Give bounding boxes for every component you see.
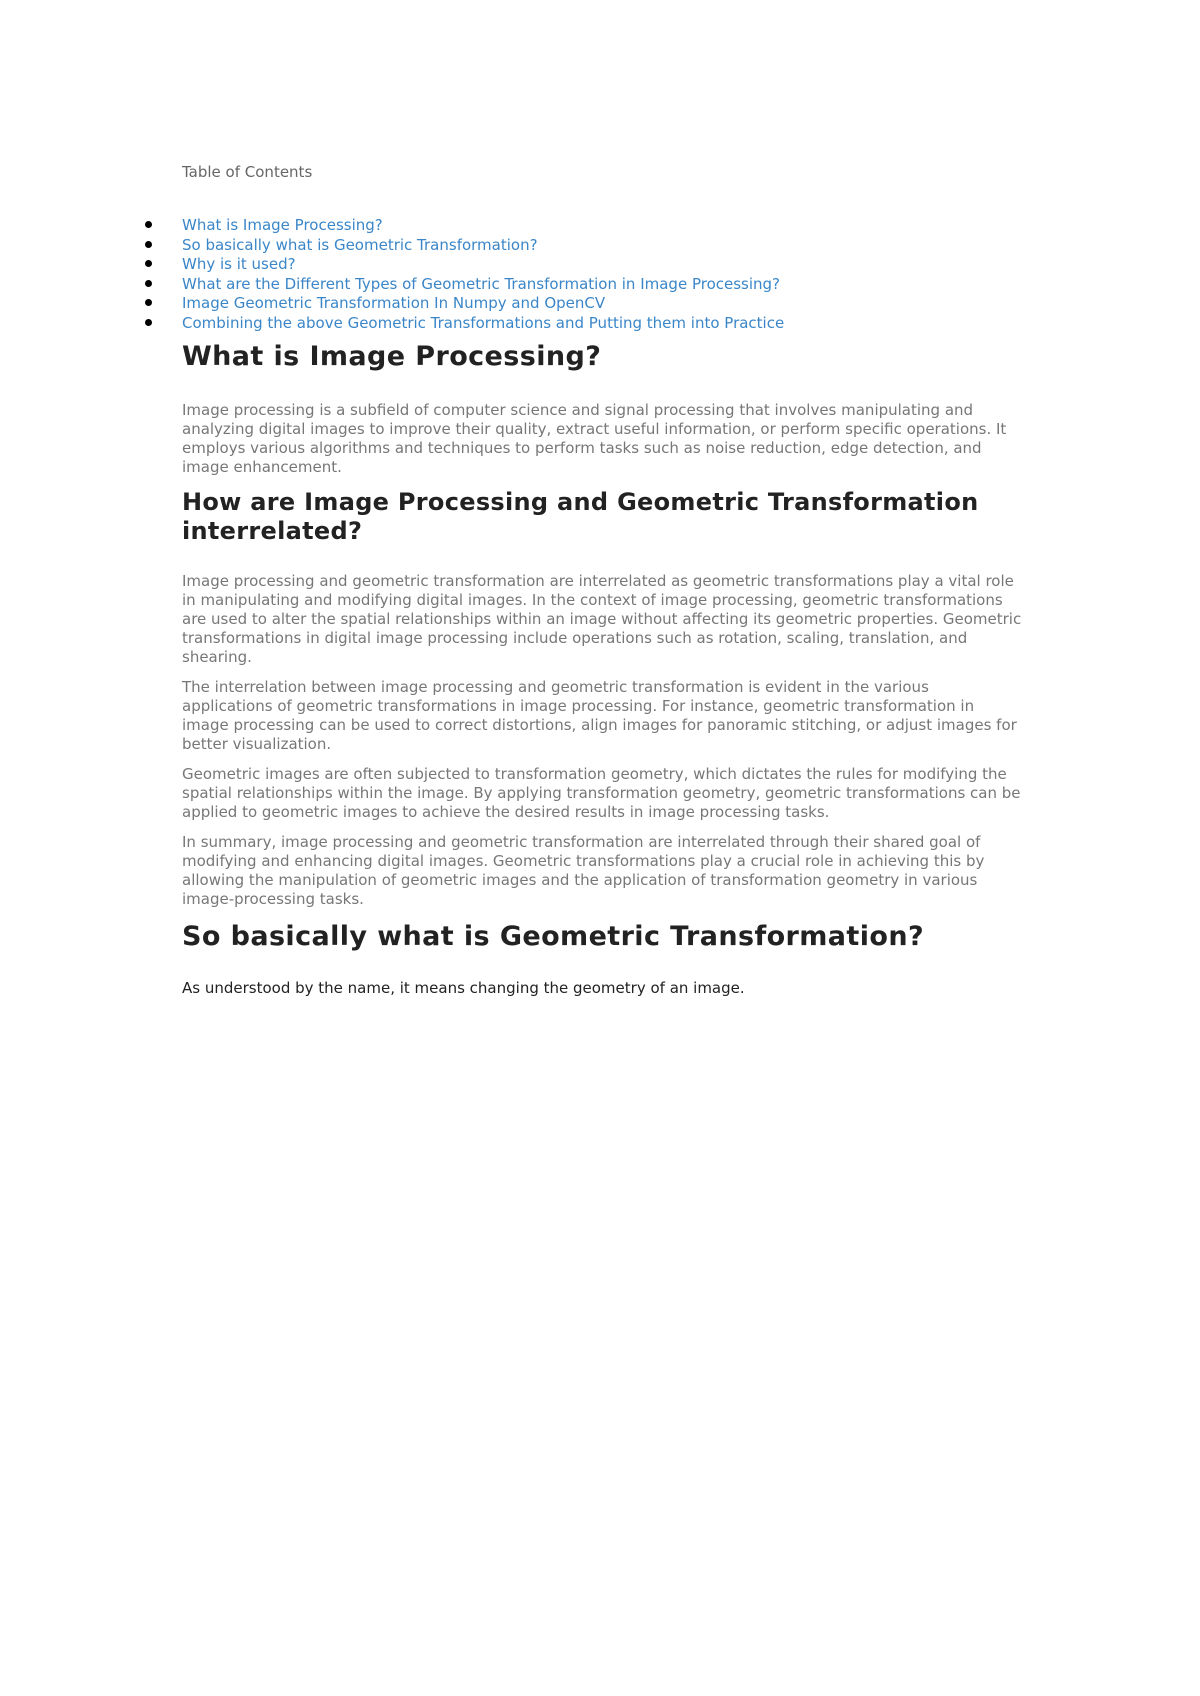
bullet-icon [145, 260, 152, 267]
toc-title: Table of Contents [182, 163, 313, 181]
bullet-icon [145, 241, 152, 248]
section-heading-image-processing: What is Image Processing? [182, 341, 602, 372]
toc-link-types[interactable]: What are the Different Types of Geometric Transformation in Image Processing? [182, 274, 781, 293]
toc-link-numpy-opencv[interactable]: Image Geometric Transformation In Numpy and OpenCV [182, 294, 606, 312]
toc-item [182, 255, 1022, 275]
paragraph-geometric-transformation: As understood by the name, it means changing the geometry of an image. [182, 979, 745, 997]
toc-item [182, 314, 1022, 334]
paragraph-interrelated-4: In summary, image processing and geometric transformation are interrelated through their shared goal of modifying and enhancing digital images. Geometric transformations play a crucial role in achieving this by allowing the manipulation of geometric images and the application of transformation geometry in various image-processing tasks. [182, 833, 985, 908]
section-heading-geometric-transformation: So basically what is Geometric Transformation? [182, 921, 925, 952]
paragraph-interrelated-3: Geometric images are often subjected to transformation geometry, which dictates the rules for modifying the spatial relationships within the image. By applying transformation geometry, geometric transformations can be applied to geometric images to achieve the desired results in image processing tasks. [182, 765, 1021, 821]
document-page [182, 162, 1022, 1009]
toc-item [182, 236, 1022, 256]
bullet-icon [145, 280, 152, 287]
toc-list [182, 216, 1022, 333]
bullet-icon [145, 319, 152, 326]
paragraph-interrelated-1: Image processing and geometric transformation are interrelated as geometric transformations play a vital role in manipulating and modifying digital images. In the context of image processing, geometric transformations are used to alter the spatial relationships within an image without affecting its geometric properties. Geometric transformations in digital image processing include operations such as rotation, scaling, translation, and shearing. [182, 572, 1022, 666]
paragraph-interrelated-2: The interrelation between image processing and geometric transformation is evident in the various applications of geometric transformations in image processing. For instance, geometric transformation in image processing can be used to correct distortions, align images for panoramic stitching, or adjust images for better visualization. [182, 678, 1017, 753]
bullet-icon [145, 299, 152, 306]
toc-link-combining[interactable]: Combining the above Geometric Transformations and Putting them into Practice [182, 313, 785, 332]
paragraph-image-processing: Image processing is a subfield of computer science and signal processing that involves manipulating and analyzing digital images to improve their quality, extract useful information, or perform specific operations. It employs various algorithms and techniques to perform tasks such as noise reduction, edge detection, and image enhancement. [182, 401, 1007, 476]
section-heading-interrelated: How are Image Processing and Geometric Transformation interrelated? [182, 488, 979, 545]
toc-item [182, 294, 1022, 314]
toc-item [182, 216, 1022, 236]
toc-link-image-processing[interactable]: What is Image Processing? [182, 216, 383, 234]
bullet-icon [145, 221, 152, 228]
toc-link-why-used[interactable]: Why is it used? [182, 255, 296, 273]
toc-item [182, 275, 1022, 295]
toc-link-geometric-transformation[interactable]: So basically what is Geometric Transformation? [182, 235, 538, 254]
